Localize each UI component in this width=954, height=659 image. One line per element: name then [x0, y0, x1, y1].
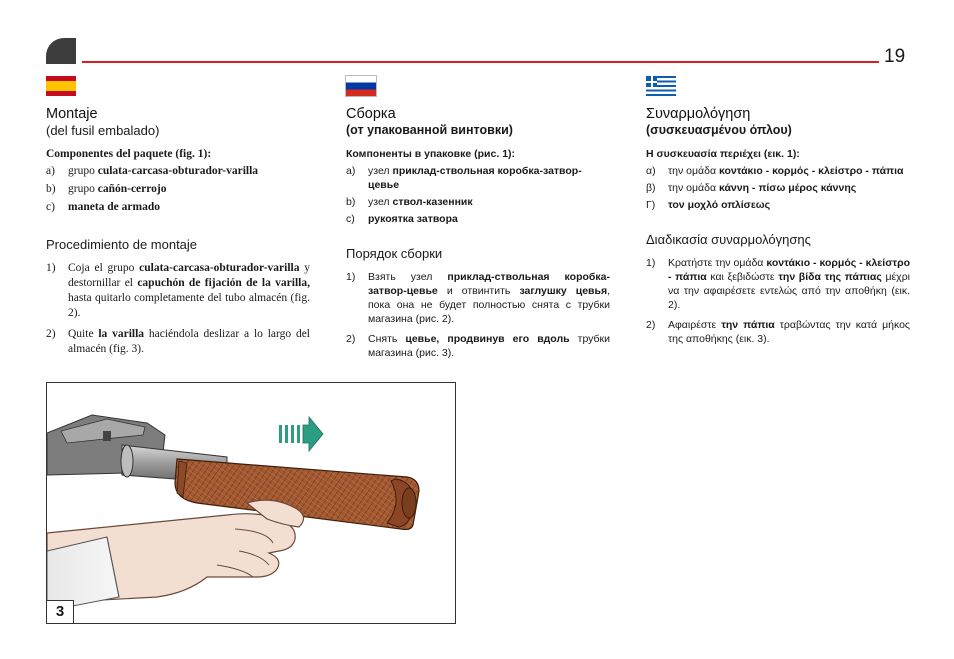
item-bold: рукоятка затвора: [368, 213, 458, 225]
step-text: haciéndola deslizar a lo largo del almacén (fig. 3).: [68, 328, 310, 355]
figure-3-illustration: [46, 382, 456, 624]
step-marker: 2): [646, 319, 656, 331]
step-text: и отвинтить: [437, 285, 520, 297]
list-item: [346, 212, 610, 226]
item-text: grupo: [68, 165, 98, 177]
section-title: Συναρμολόγηση: [646, 106, 751, 122]
step-marker: 1): [346, 271, 356, 283]
item-marker: b): [46, 183, 56, 195]
procedure-heading: Διαδικασία συναρμολόγησης: [646, 232, 811, 247]
step-text: μέχρι να την αφαιρέσετε εντελώς από την αποθήκη (εικ. 2).: [668, 271, 910, 311]
item-marker: α): [646, 165, 656, 177]
item-bold: culata-carcasa-obturador-varilla: [97, 165, 259, 177]
item-text: узел: [368, 196, 393, 208]
item-marker: Γ): [646, 199, 656, 211]
list-item: [346, 195, 610, 209]
step-bold: την βίδα της πάπιας: [778, 271, 882, 283]
section-subtitle: (συσκευασμένου όπλου): [646, 123, 792, 137]
step-bold: приклад-ствольная коробка-затвор-цевье: [368, 271, 610, 297]
item-text: την ομάδα: [668, 182, 719, 194]
step-bold: κοντάκιο - κορμός - κλείστρο - πάπια: [668, 257, 910, 283]
step-item: [346, 332, 610, 360]
step-item: [46, 327, 310, 357]
column-spanish: [46, 76, 310, 363]
item-marker: β): [646, 182, 656, 194]
step-item: [646, 318, 910, 346]
item-bold: τον μοχλό οπλίσεως: [668, 199, 771, 211]
step-bold: заглушку цевья: [519, 285, 608, 297]
list-item: [646, 198, 910, 212]
section-title: Сборка: [346, 106, 396, 122]
step-bold: la varilla: [98, 328, 145, 340]
step-text: και ξεβιδώστε: [706, 271, 779, 283]
step-text: трубки магазина (рис. 3).: [368, 333, 611, 359]
item-bold: κοντάκιο - κορμός - κλείστρο - πάπια: [718, 165, 904, 177]
step-text: Coja el grupo: [68, 262, 140, 274]
step-marker: 2): [46, 328, 56, 340]
step-marker: 1): [46, 262, 56, 274]
list-item: [46, 200, 310, 215]
list-item: [646, 181, 910, 195]
step-marker: 1): [646, 257, 656, 269]
item-marker: a): [346, 165, 356, 177]
item-bold: ствол-казенник: [392, 196, 473, 208]
step-text: Quite: [68, 328, 99, 340]
step-bold: capuchón de fijación de la varilla,: [137, 277, 310, 289]
list-item: [646, 164, 910, 178]
step-text: Снять: [368, 333, 406, 345]
greece-flag-icon: [646, 76, 676, 96]
item-marker: b): [346, 196, 356, 208]
step-bold: την πάπια: [721, 319, 775, 331]
step-text: hasta quitarlo completamente del tubo almacén (fig. 2).: [68, 292, 310, 319]
section-subtitle: (del fusil embalado): [46, 123, 160, 138]
step-marker: 2): [346, 333, 356, 345]
column-greek: [646, 76, 910, 352]
spain-flag-icon: [46, 76, 76, 96]
item-bold: maneta de armado: [68, 201, 160, 213]
step-text: , пока она не будет полностью снята с трубки магазина (рис. 2).: [368, 285, 611, 325]
section-subtitle: (от упакованной винтовки): [346, 123, 513, 137]
forend-removal-drawing: [47, 383, 455, 623]
item-bold: приклад-ствольная коробка-затвор-цевье: [368, 165, 582, 191]
components-heading: Компоненты в упаковке (рис. 1):: [346, 148, 516, 160]
step-text: Κρατήστε την ομάδα: [668, 257, 767, 269]
step-item: [346, 270, 610, 326]
direction-arrow-icon: [279, 417, 323, 451]
corner-tab-mark: [46, 38, 76, 64]
procedure-heading: Порядок сборки: [346, 246, 443, 261]
section-title: Montaje: [46, 106, 98, 122]
item-marker: a): [46, 165, 55, 177]
step-bold: цевье, продвинув его вдоль: [405, 333, 570, 345]
item-bold: cañón-cerrojo: [97, 183, 167, 195]
item-marker: c): [346, 213, 355, 225]
step-text: Αφαιρέστε: [668, 319, 722, 331]
figure-number: 3: [47, 600, 74, 623]
item-bold: κάννη - πίσω μέρος κάννης: [718, 182, 857, 194]
page-number: 19: [884, 46, 906, 67]
item-text: узел: [368, 165, 393, 177]
header-rule: [82, 61, 879, 63]
item-text: την ομάδα: [668, 165, 719, 177]
step-text: y destornillar el: [68, 262, 310, 289]
list-item: [346, 164, 610, 192]
step-bold: culata-carcasa-obturador-varilla: [139, 262, 300, 274]
components-heading: Componentes del paquete (fig. 1):: [46, 148, 212, 160]
list-item: [46, 164, 310, 179]
list-item: [46, 182, 310, 197]
procedure-heading: Procedimiento de montaje: [46, 237, 198, 252]
russia-flag-icon: [346, 76, 376, 96]
item-text: grupo: [68, 183, 98, 195]
item-marker: c): [46, 201, 55, 213]
components-heading: Η συσκευασία περιέχει (εικ. 1):: [646, 148, 800, 160]
step-text: τραβώντας την κατά μήκος της αποθήκης (εικ. 3).: [668, 319, 910, 345]
column-russian: [346, 76, 610, 366]
step-item: [46, 261, 310, 321]
step-text: Взять узел: [368, 271, 448, 283]
step-item: [646, 256, 910, 312]
